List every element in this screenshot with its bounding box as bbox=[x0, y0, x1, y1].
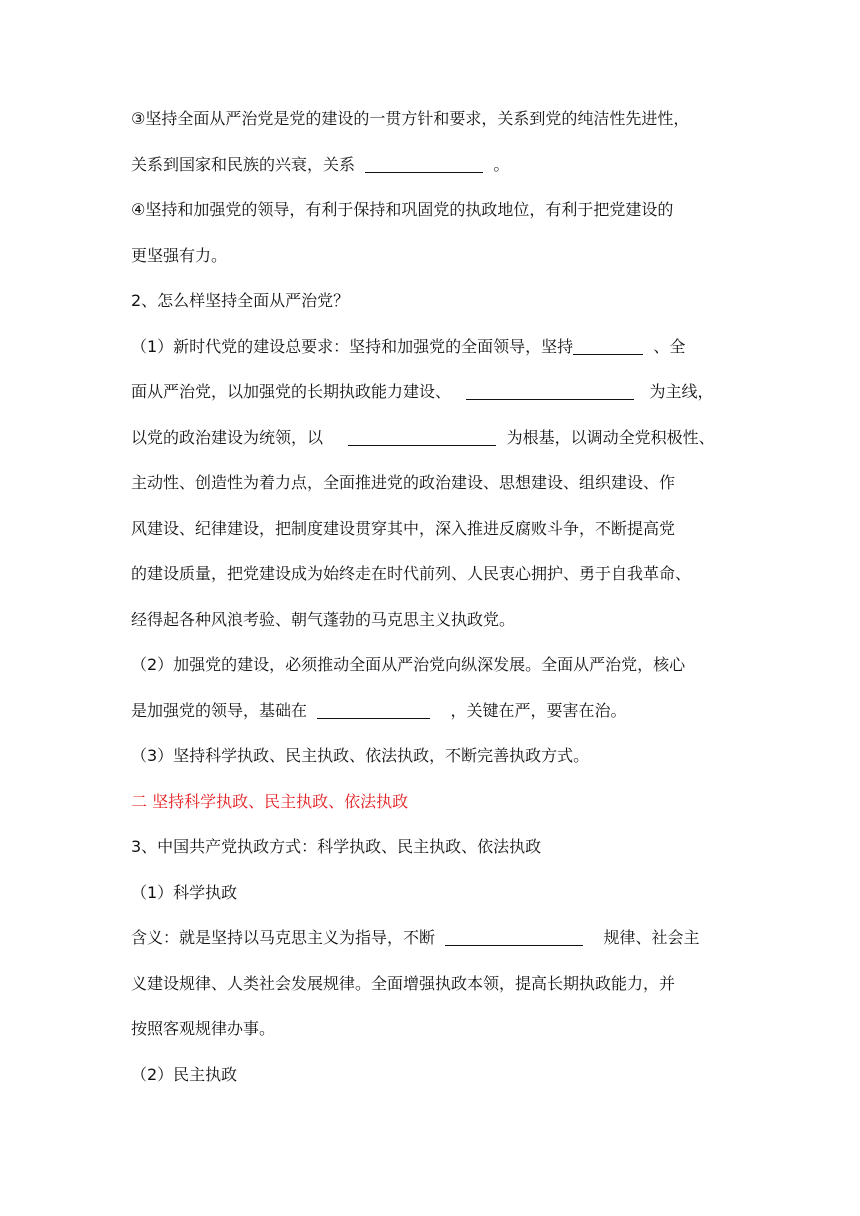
document-page bbox=[131, 96, 733, 1097]
text-fragment: 为主线， bbox=[649, 382, 714, 401]
fill-in-blank[interactable] bbox=[365, 156, 483, 173]
text-line bbox=[131, 688, 733, 734]
text-fragment: 、全 bbox=[653, 336, 686, 356]
text-line: 的建设质量，把党建设成为始终走在时代前列、人民衷心拥护、勇于自我革命、 bbox=[131, 564, 692, 583]
text-line: ③坚持全面从严治党是党的建设的一贯方针和要求，关系到党的纯洁性先进性， bbox=[131, 109, 690, 128]
text-fragment: 是加强党的领导，基础在 bbox=[131, 700, 308, 720]
text-line: 更坚强有力。 bbox=[131, 245, 228, 265]
fill-in-blank[interactable] bbox=[348, 429, 496, 446]
text-line: 义建设规律、人类社会发展规律。全面增强执政本领，提高长期执政能力，并 bbox=[131, 973, 676, 993]
heading-text: （2）民主执政 bbox=[131, 1064, 238, 1084]
heading-text: （1）科学执政 bbox=[131, 882, 238, 902]
paragraph-point-4 bbox=[131, 187, 733, 278]
text-fragment: 含义：就是坚持以马克思主义为指导，不断 bbox=[131, 928, 436, 947]
subsection-2-heading bbox=[131, 1052, 733, 1098]
fill-in-blank[interactable] bbox=[317, 702, 430, 719]
fill-in-blank[interactable] bbox=[573, 338, 643, 355]
item-1-paragraph bbox=[131, 324, 733, 643]
text-line bbox=[131, 915, 733, 961]
text-fragment: 为根基，以调动全党积极性、 bbox=[506, 427, 715, 447]
paragraph-point-3 bbox=[131, 96, 733, 187]
text-line bbox=[131, 142, 733, 188]
heading-text: 二 坚持科学执政、民主执政、依法执政 bbox=[131, 791, 409, 811]
text-fragment: 关系到国家和民族的兴衰，关系 bbox=[131, 154, 356, 174]
text-fragment: 。 bbox=[493, 154, 510, 174]
text-line: 按照客观规律办事。 bbox=[131, 1019, 276, 1038]
text-fragment: （1）新时代党的建设总要求：坚持和加强党的全面领导，坚持 bbox=[131, 336, 574, 356]
text-fragment: 规律、社会主 bbox=[603, 928, 700, 947]
fill-in-blank[interactable] bbox=[466, 383, 634, 400]
text-fragment: ，关键在严，要害在治。 bbox=[450, 700, 627, 720]
text-line bbox=[131, 369, 733, 415]
text-line bbox=[131, 415, 733, 461]
question-3-heading bbox=[131, 824, 733, 870]
item-3-paragraph bbox=[131, 733, 733, 779]
heading-text: 2、怎么样坚持全面从严治党？ bbox=[131, 291, 350, 310]
text-fragment: 面从严治党，以加强党的长期执政能力建设、 bbox=[131, 382, 452, 401]
text-line: 经得起各种风浪考验、朝气蓬勃的马克思主义执政党。 bbox=[131, 609, 516, 629]
text-line: （2）加强党的建设，必须推动全面从严治党向纵深发展。全面从严治党，核心 bbox=[131, 655, 686, 674]
text-fragment: 以党的政治建设为统领，以 bbox=[131, 427, 324, 447]
text-line: （3）坚持科学执政、民主执政、依法执政，不断完善执政方式。 bbox=[131, 746, 590, 765]
section-2-heading bbox=[131, 779, 733, 825]
text-line: 风建设、纪律建设，把制度建设贯穿其中，深入推进反腐败斗争，不断提高党 bbox=[131, 518, 676, 538]
subsection-1-heading bbox=[131, 870, 733, 916]
subsection-1-body bbox=[131, 915, 733, 1052]
item-2-paragraph bbox=[131, 642, 733, 733]
question-2-heading bbox=[131, 278, 733, 324]
fill-in-blank[interactable] bbox=[445, 929, 583, 946]
heading-text: 3、中国共产党执政方式：科学执政、民主执政、依法执政 bbox=[131, 837, 542, 856]
text-line: 主动性、创造性为着力点，全面推进党的政治建设、思想建设、组织建设、作 bbox=[131, 473, 676, 492]
text-line bbox=[131, 324, 733, 370]
text-line: ④坚持和加强党的领导，有利于保持和巩固党的执政地位，有利于把党建设的 bbox=[131, 200, 674, 219]
